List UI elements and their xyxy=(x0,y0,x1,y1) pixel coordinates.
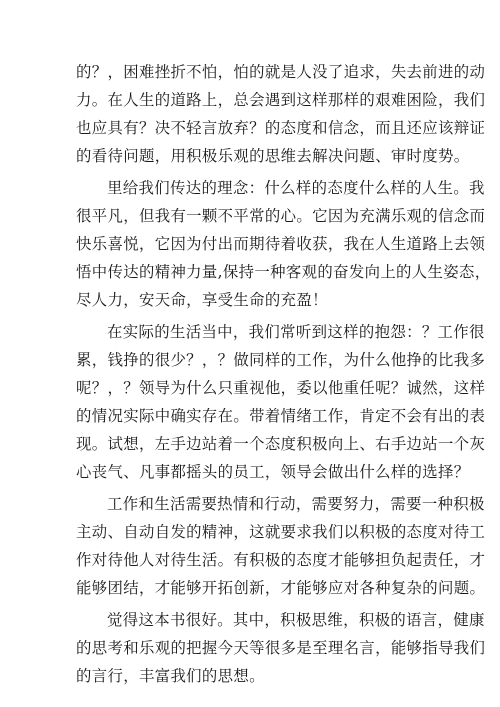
paragraph-4 xyxy=(76,490,486,602)
text-line: 的情况实际中确实存在。带着情绪工作，肯定不会有出的表 xyxy=(76,407,486,425)
text-line: 工作和生活需要热情和行动，需要努力，需要一种积极 xyxy=(107,495,485,513)
document-body xyxy=(76,58,491,694)
text-line: 的言行，丰富我们的思想。 xyxy=(76,667,265,685)
text-line: 能够团结，才能够开拓创新，才能够应对各种复杂的问题。 xyxy=(76,579,486,597)
text-line: 的？，困难挫折不怕，怕的就是人没了追求，失去前进的动 xyxy=(76,63,486,81)
text-line: 觉得这本书很好。其中，积极思维，积极的语言，健康 xyxy=(107,611,485,629)
text-line: 悟中传达的精神力量,保持一种客观的奋发向上的人生姿态， xyxy=(76,263,491,281)
text-line: 也应具有？决不轻言放弃？的态度和信念，而且还应该辩证 xyxy=(76,119,486,137)
text-line: 尽人力，安天命，享受生命的充盈！ xyxy=(76,291,328,309)
text-line: 里给我们传达的理念：什么样的态度什么样的人生。我 xyxy=(107,179,485,197)
paragraph-3 xyxy=(76,318,486,486)
paragraph-5 xyxy=(76,606,486,690)
paragraph-1 xyxy=(76,58,486,170)
text-line: 快乐喜悦，它因为付出而期待着收获，我在人生道路上去领 xyxy=(76,235,486,253)
text-line: 呢？，？领导为什么只重视他，委以他重任呢？诚然，这样 xyxy=(76,379,486,397)
text-line: 的思考和乐观的把握今天等很多是至理名言，能够指导我们 xyxy=(76,639,486,657)
text-line: 的看待问题，用积极乐观的思维去解决问题、审时度势。 xyxy=(76,147,470,165)
text-line: 在实际的生活当中，我们常听到这样的抱怨：？工作很 xyxy=(107,323,485,341)
text-line: 累，钱挣的很少？，？做同样的工作，为什么他挣的比我多 xyxy=(76,351,486,369)
text-line: 很平凡，但我有一颗不平常的心。它因为充满乐观的信念而 xyxy=(76,207,486,225)
text-line: 作对待他人对待生活。有积极的态度才能够担负起责任，才 xyxy=(76,551,486,569)
text-line: 心丧气、凡事都摇头的员工，领导会做出什么样的选择？ xyxy=(76,463,470,481)
paragraph-2 xyxy=(76,174,491,314)
text-line: 现。试想，左手边站着一个态度积极向上、右手边站一个灰 xyxy=(76,435,486,453)
text-line: 主动、自动自发的精神，这就要求我们以积极的态度对待工 xyxy=(76,523,486,541)
text-line: 力。在人生的道路上，总会遇到这样那样的艰难困险，我们 xyxy=(76,91,486,109)
